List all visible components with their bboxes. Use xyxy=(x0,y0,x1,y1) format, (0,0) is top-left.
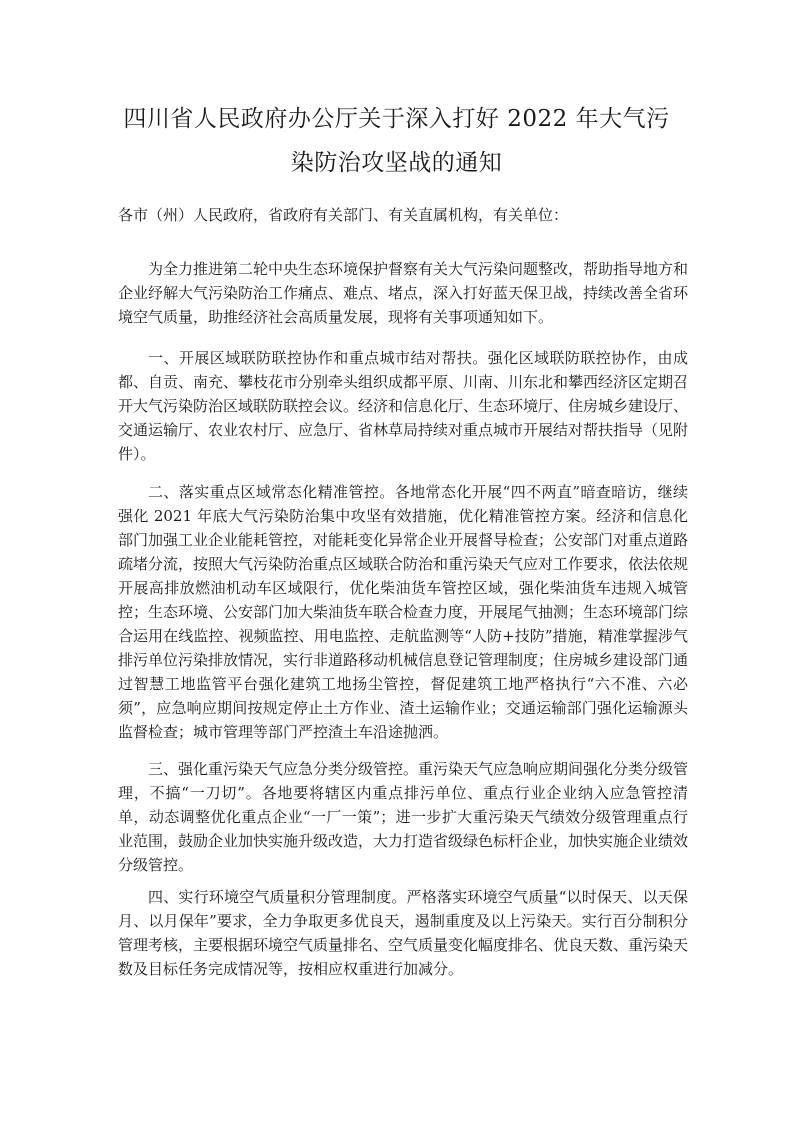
document-title-line-1: 四川省人民政府办公厅关于深入打好 2022 年大气污 xyxy=(123,106,670,132)
paragraph-section-1: 一、开展区域联防联控协作和重点城市结对帮扶。强化区域联防联控协作，由成都、自贡、南充、攀枝花市分别牵头组织成都平原、川南、川东北和攀西经济区定期召开大气污染防治区域联防联控会议。经济和信息化厅、生态环境厅、住房城乡建设厅、交通运输厅、农业农村厅、应急厅、省林草局持续对重点城市开展结对帮扶指导（见附件）。 xyxy=(118,349,689,463)
salutation: 各市（州）人民政府，省政府有关部门、有关直属机构，有关单位： xyxy=(118,206,569,224)
document-title-line-2: 染防治攻坚战的通知 xyxy=(290,150,503,176)
paragraph-section-4: 四、实行环境空气质量积分管理制度。严格落实环境空气质量“以时保天、以天保月、以月保年”要求，全力争取更多优良天，遏制重度及以上污染天。实行百分制积分管理考核，主要根据环境空气质量排名、空气质量变化幅度排名、优良天数、重污染天数及目标任务完成情况等，按相应权重进行加减分。 xyxy=(118,888,689,978)
paragraph-section-2: 二、落实重点区域常态化精准管控。各地常态化开展“四不两直”暗查暗访，继续强化 2021 年底大气污染防治集中攻坚有效措施，优化精准管控方案。经济和信息化部门加强工业企业能耗管控，对能耗变化异常企业开展督导检查；公安部门对重点道路疏堵分流，按照大气污染防治重点区域联合防治和重污染天气应对工作要求，依法依规开展高排放燃油机动车区域限行，优化柴油货车管控区域，强化柴油货车违规入城管控；生态环境、公安部门加大柴油货车联合检查力度，开展尾气抽测；生态环境部门综合运用在线监控、视频监控、用电监控、走航监测等“人防+技防”措施，精准掌握涉气排污单位污染排放情况，实行非道路移动机械信息登记管理制度；住房城乡建设部门通过智慧工地监管平台强化建筑工地扬尘管控，督促建筑工地严格执行“六不准、六必须”，应急响应期间按规定停止土方作业、渣土运输作业；交通运输部门强化运输源头监督检查；城市管理等部门严控渣土车沿途抛洒。 xyxy=(118,483,689,741)
paragraph-intro: 为全力推进第二轮中央生态环境保护督察有关大气污染问题整改，帮助指导地方和企业纾解大气污染防治工作痛点、难点、堵点，深入打好蓝天保卫战，持续改善全省环境空气质量，助推经济社会高质量发展，现将有关事项通知如下。 xyxy=(118,260,689,326)
paragraph-section-3: 三、强化重污染天气应急分类分级管控。重污染天气应急响应期间强化分类分级管理，不搞“一刀切”。各地要将辖区内重点排污单位、重点行业企业纳入应急管控清单，动态调整优化重点企业“一厂一策”；进一步扩大重污染天气绩效分级管理重点行业范围，鼓励企业加快实施升级改造，大力打造省级绿色标杆企业，加快实施企业绩效分级管控。 xyxy=(118,760,689,874)
